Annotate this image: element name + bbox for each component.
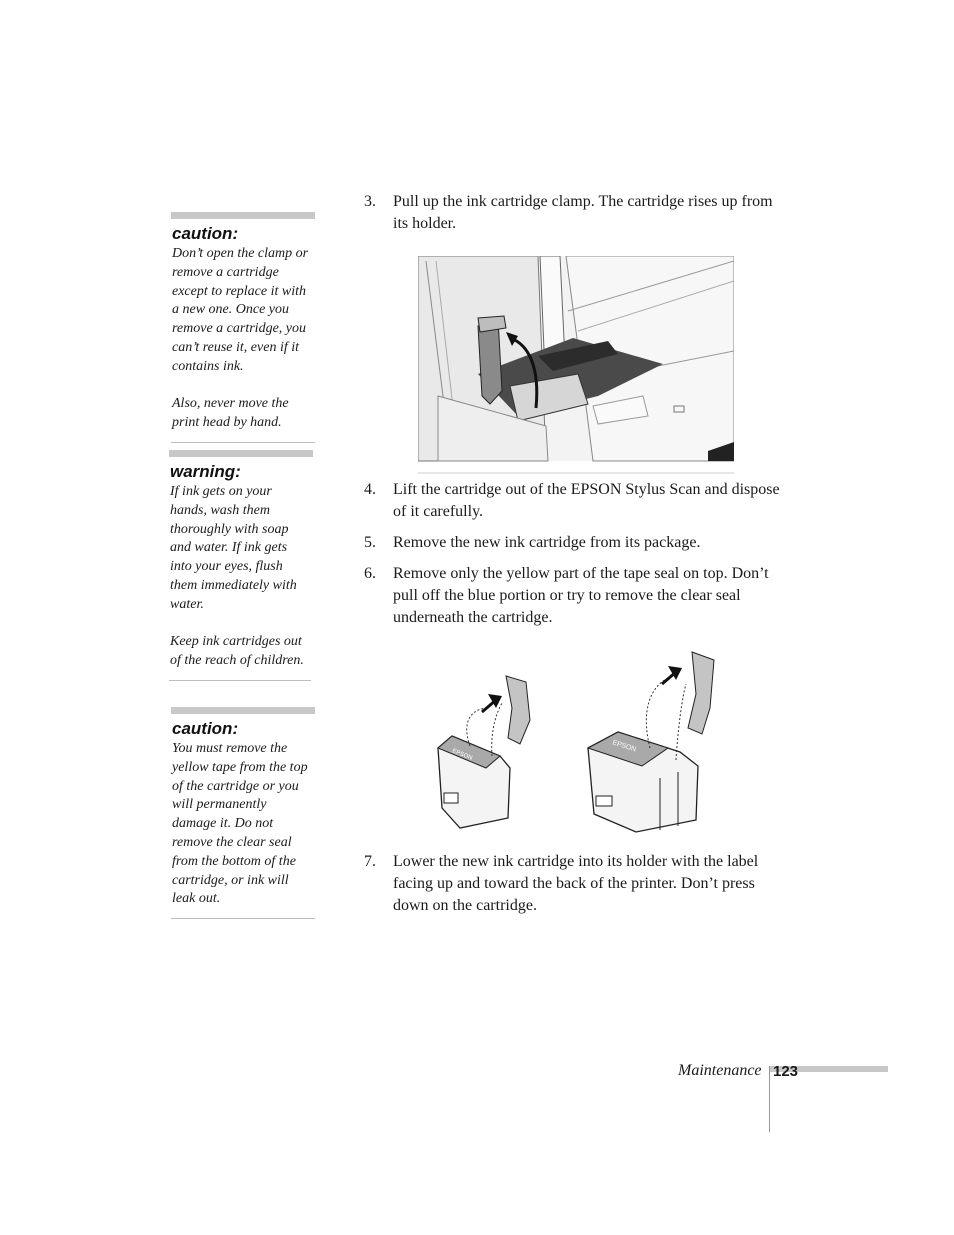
note-body: [172, 245, 315, 433]
note-bar: [171, 212, 315, 219]
tape-path: [492, 703, 502, 756]
step-number: 4.: [364, 481, 376, 498]
step-number: 3.: [364, 193, 376, 210]
large-cartridge-brand: EPSON: [611, 739, 637, 754]
note-bar: [169, 450, 313, 457]
caution-note-1: [171, 212, 315, 443]
step-number: 7.: [364, 853, 376, 870]
note-bar: [171, 707, 315, 714]
note-heading: caution:: [172, 224, 239, 243]
large-cartridge-foot: [596, 796, 612, 806]
tape-path: [676, 684, 686, 760]
step-text: Remove only the yellow part of the tape seal on top. Don’t pull off the blue portion or try to remove the clear seal underneath the cartridge.: [393, 565, 769, 626]
tape-path: [646, 678, 668, 748]
note-rule: [171, 442, 315, 443]
step-text: Lower the new ink cartridge into its holder with the label facing up and toward the back of the printer. Don’t press down on the cartridge.: [393, 853, 759, 914]
note-paragraph: Don’t open the clamp or remove a cartridge except to replace it with a new one. Once you remove a cartridge, you can’t reuse it, even if it contains ink.: [172, 246, 309, 374]
note-paragraph: Also, never move the print head by hand.: [172, 396, 289, 431]
figure-printer-clamp: [418, 256, 734, 474]
small-tape: [506, 676, 530, 744]
note-body: [170, 483, 310, 671]
warning-note: [169, 450, 313, 681]
note-heading: warning:: [170, 462, 241, 481]
note-heading: caution:: [172, 719, 239, 738]
step-text: Lift the cartridge out of the EPSON Stylus Scan and dispose of it carefully.: [393, 481, 780, 520]
step-5: [364, 532, 789, 554]
tape-path: [467, 708, 488, 746]
large-cartridge: [588, 652, 714, 832]
step-number: 5.: [364, 534, 376, 551]
footer-rule: [769, 1066, 770, 1132]
caution-note-2: [171, 707, 315, 919]
step-3: [364, 191, 789, 235]
step-7: [364, 851, 789, 917]
step-6: [364, 563, 789, 629]
small-cartridge: [438, 676, 530, 828]
note-paragraph: You must remove the yellow tape from the top of the cartridge or you will permanently damage it. Do not remove the clear seal from the bottom of the cartridge, or ink will leak out.: [172, 741, 308, 907]
note-body: [172, 740, 312, 909]
step-4: [364, 479, 789, 523]
note-paragraph: If ink gets on your hands, wash them thoroughly with soap and water. If ink gets into your eyes, flush them immediately with water.: [170, 484, 297, 612]
figure-cartridge-tape: [430, 648, 720, 834]
small-cartridge-brand: EPSON: [451, 748, 473, 762]
step-text: Remove the new ink cartridge from its package.: [393, 534, 701, 551]
note-rule: [169, 680, 311, 681]
page-number: 123: [773, 1063, 799, 1080]
large-tape: [688, 652, 714, 734]
note-rule: [171, 918, 315, 919]
footer-section-title: Maintenance: [678, 1062, 762, 1079]
step-number: 6.: [364, 565, 376, 582]
step-text: Pull up the ink cartridge clamp. The cartridge rises up from its holder.: [393, 193, 773, 232]
small-cartridge-foot: [444, 793, 458, 803]
note-paragraph: Keep ink cartridges out of the reach of children.: [170, 634, 304, 669]
